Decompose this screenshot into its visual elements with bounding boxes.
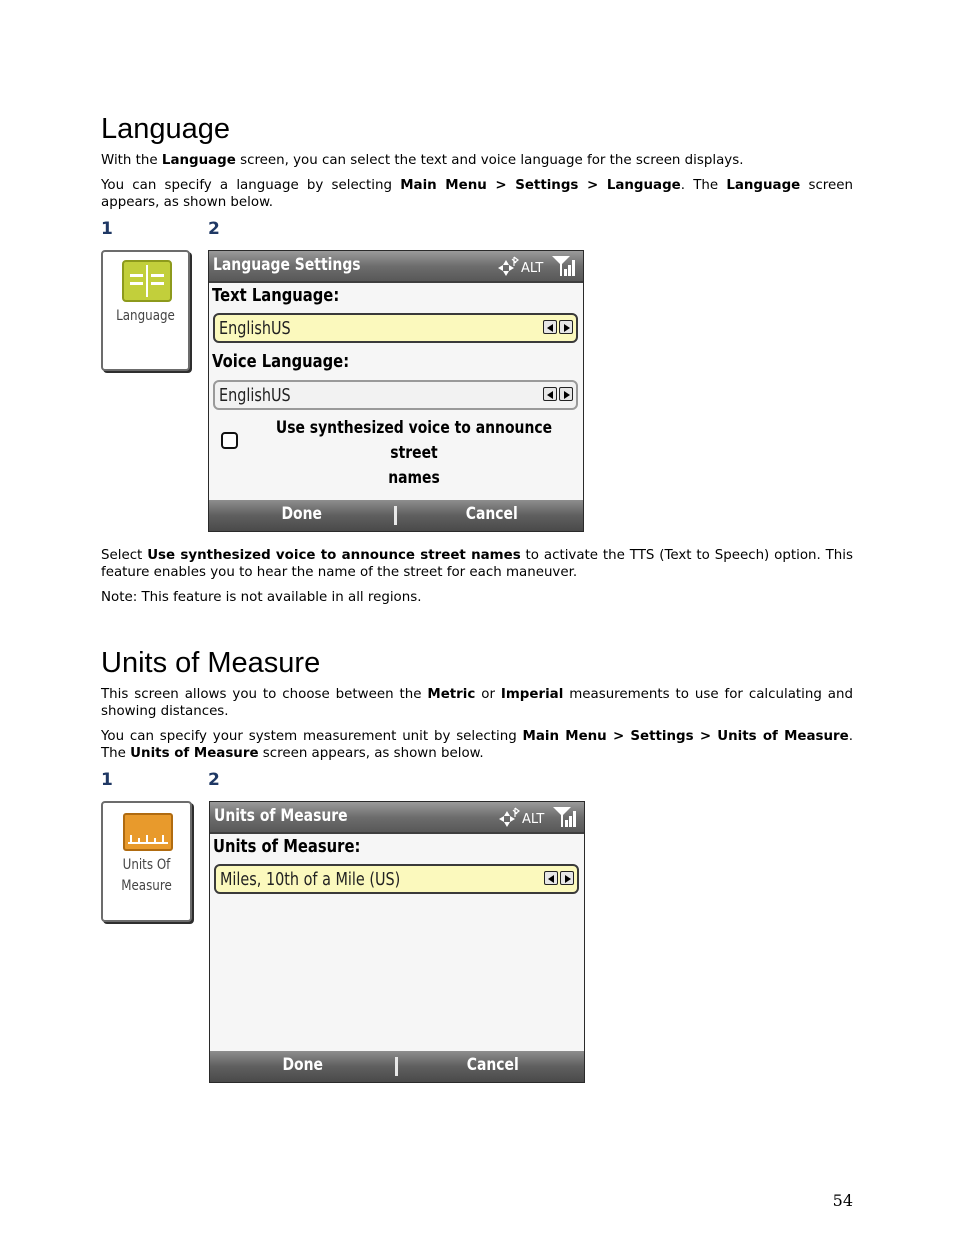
units-menu-tile[interactable] <box>101 801 192 922</box>
arrow-left-icon[interactable] <box>544 871 558 885</box>
screen-title: Units of Measure <box>214 806 348 826</box>
language-tile-label: Language <box>116 308 175 324</box>
book-icon <box>122 260 172 302</box>
softkey-divider <box>394 506 397 525</box>
text-language-value: EnglishUS <box>219 318 291 339</box>
step-number-1: 1 <box>101 770 113 790</box>
screen-title-bar <box>210 802 584 834</box>
units-of-measure-screen <box>209 801 585 1083</box>
tts-checkbox[interactable] <box>221 432 238 449</box>
units-tile-label: Units Of Measure <box>121 857 172 894</box>
language-instructions: You can specify a language by selecting Main Menu > Settings > Language. The Language screen appears, as shown below. <box>101 178 853 210</box>
tts-description: Select Use synthesized voice to announce street names to activate the TTS (Text to Speech) option. This feature enables you to hear the name of the street for each maneuver. <box>101 548 853 580</box>
ruler-icon <box>123 813 173 851</box>
bluetooth-icon <box>513 808 519 817</box>
units-value: Miles, 10th of a Mile (US) <box>220 869 401 890</box>
language-intro: With the Language screen, you can select the text and voice language for the screen displays. <box>101 153 744 168</box>
status-indicators <box>498 805 580 829</box>
softkey-bar <box>209 500 583 531</box>
arrow-left-icon[interactable] <box>543 320 557 334</box>
svg-text:ALT: ALT <box>521 261 544 276</box>
text-language-select[interactable] <box>213 313 578 343</box>
voice-language-select[interactable] <box>213 380 578 410</box>
status-indicators <box>497 254 579 278</box>
softkey-divider <box>395 1057 398 1076</box>
step-number-1: 1 <box>101 219 113 239</box>
cancel-softkey[interactable]: Cancel <box>466 1055 519 1075</box>
svg-text:ALT: ALT <box>522 812 545 827</box>
signal-icon <box>552 256 575 276</box>
softkey-bar <box>210 1051 584 1082</box>
units-select[interactable] <box>214 864 579 894</box>
gps-icon <box>498 260 514 276</box>
voice-language-value: EnglishUS <box>219 385 291 406</box>
language-menu-tile[interactable] <box>101 250 190 371</box>
tts-note: Note: This feature is not available in all regions. <box>101 590 422 605</box>
step-number-2: 2 <box>208 770 220 790</box>
page-number: 54 <box>832 1191 853 1210</box>
screen-title-bar <box>209 251 583 283</box>
units-intro: This screen allows you to choose between the Metric or Imperial measurements to use for calculating and showing distances. <box>101 687 853 719</box>
language-settings-screen <box>208 250 584 532</box>
done-softkey[interactable]: Done <box>281 504 322 524</box>
voice-language-label: Voice Language: <box>212 351 350 372</box>
done-softkey[interactable]: Done <box>282 1055 323 1075</box>
tts-checkbox-label[interactable]: Use synthesized voice to announce street names <box>275 418 553 488</box>
gps-icon <box>499 811 515 827</box>
cancel-softkey[interactable]: Cancel <box>465 504 518 524</box>
arrow-right-icon[interactable] <box>559 387 573 401</box>
signal-icon <box>553 807 576 827</box>
arrow-right-icon[interactable] <box>560 871 574 885</box>
arrow-left-icon[interactable] <box>543 387 557 401</box>
text-language-label: Text Language: <box>212 285 340 306</box>
units-heading: Units of Measure <box>101 647 321 679</box>
step-number-2: 2 <box>208 219 220 239</box>
arrow-right-icon[interactable] <box>559 320 573 334</box>
units-instructions: You can specify your system measurement unit by selecting Main Menu > Settings > Units of Measure. The Units of Measure screen appears, as shown below. <box>101 729 854 761</box>
language-heading: Language <box>101 113 231 145</box>
screen-title: Language Settings <box>213 255 361 275</box>
units-label: Units of Measure: <box>213 836 361 857</box>
bluetooth-icon <box>512 257 518 266</box>
